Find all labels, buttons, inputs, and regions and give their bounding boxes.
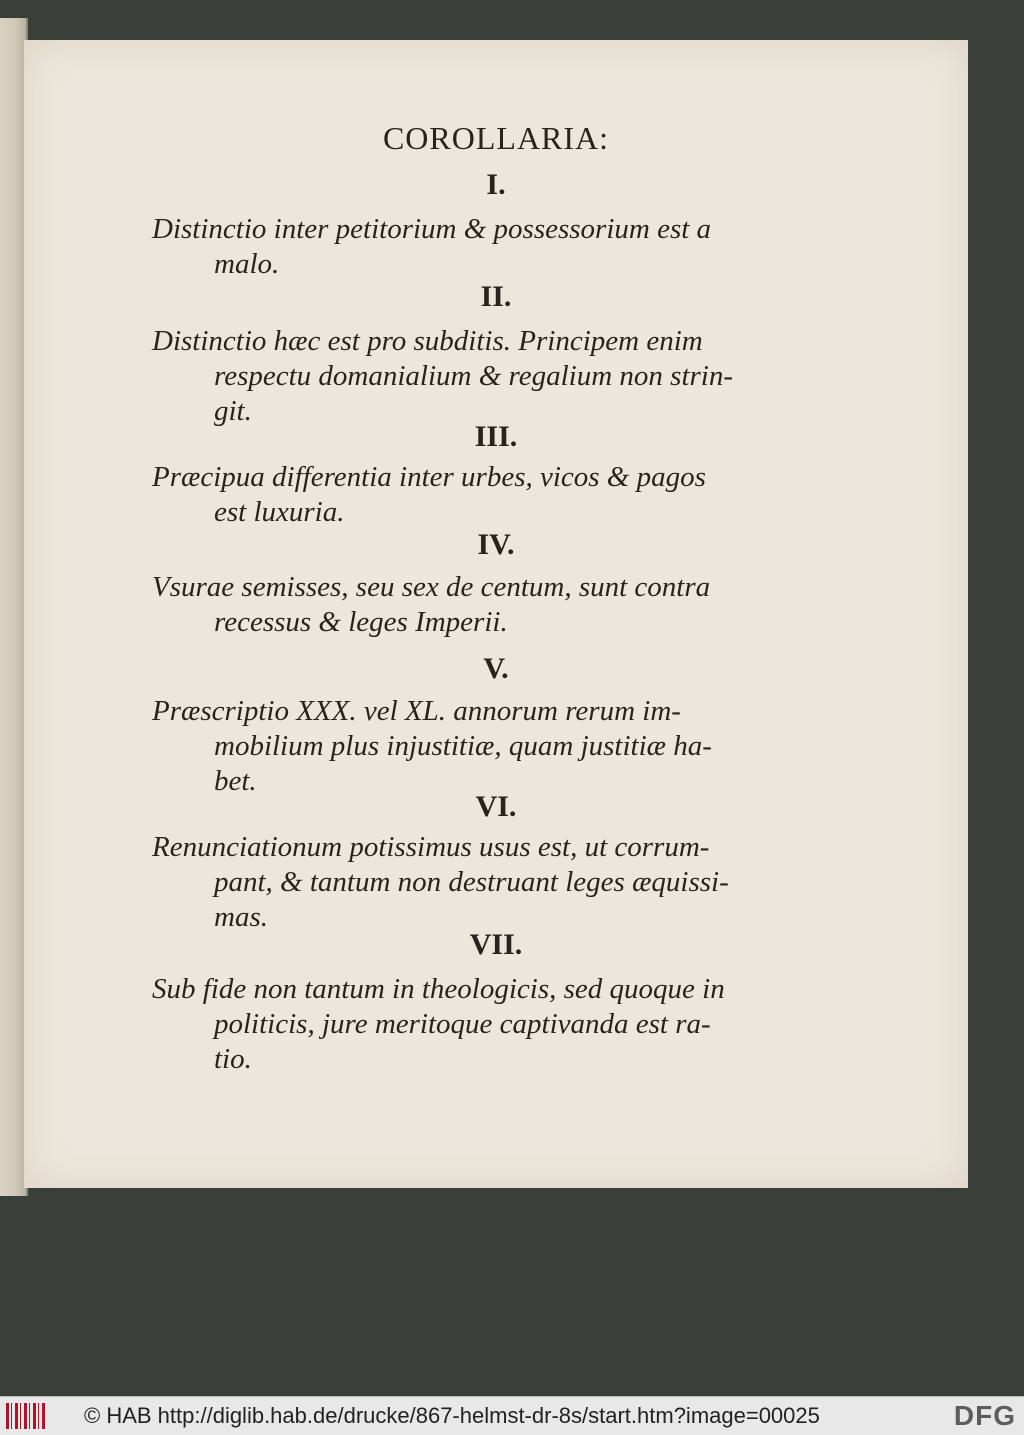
footer-bar <box>0 1396 1024 1435</box>
copyright-link[interactable]: © HAB http://diglib.hab.de/drucke/867-helmst-dr-8s/start.htm?image=00025 <box>84 1403 820 1428</box>
text-line: bet. <box>214 765 257 797</box>
barcode-icon <box>6 1403 46 1429</box>
corollary-text <box>152 324 822 429</box>
item-numeral: VI. <box>475 790 517 823</box>
corollary-text <box>152 694 822 799</box>
item-numeral: V. <box>483 652 509 685</box>
text-line: git. <box>214 395 252 427</box>
text-line: Vsurae semisses, seu sex de centum, sunt contra <box>152 571 711 603</box>
text-line: Renunciationum potissimus usus est, ut corrum- <box>152 831 710 863</box>
text-line: tio. <box>214 1043 252 1075</box>
text-line: est luxuria. <box>214 496 345 528</box>
corollary-text <box>152 972 822 1077</box>
text-line: Distinctio hæc est pro subditis. Principem enim <box>152 325 703 357</box>
text-line: mobilium plus injustitiæ, quam justitiæ ha- <box>214 730 712 762</box>
text-line: Præscriptio XXX. vel XL. annorum rerum im- <box>152 695 681 727</box>
text-line: Sub fide non tantum in theologicis, sed quoque in <box>152 973 725 1005</box>
item-numeral: III. <box>474 420 518 453</box>
page-title: COROLLARIA: <box>382 120 610 156</box>
corollary-text <box>152 570 822 640</box>
text-line: recessus & leges Imperii. <box>214 606 508 638</box>
page-content <box>24 40 968 1188</box>
item-numeral: VII. <box>469 928 523 961</box>
book-page <box>24 40 968 1188</box>
text-line: Præcipua differentia inter urbes, vicos & pagos <box>152 461 706 493</box>
text-line: respectu domanialium & regalium non strin- <box>214 360 734 392</box>
text-line: mas. <box>214 901 268 933</box>
item-numeral: IV. <box>477 528 515 561</box>
corollary-text <box>152 460 822 530</box>
corollary-text <box>152 830 822 935</box>
text-line: Distinctio inter petitorium & possessorium est a <box>152 213 712 245</box>
text-line: malo. <box>214 248 280 280</box>
dfg-logo: DFG <box>953 1400 1016 1431</box>
text-line: pant, & tantum non destruant leges æquissi- <box>214 866 729 898</box>
item-numeral: II. <box>480 280 512 313</box>
item-numeral: I. <box>486 168 506 201</box>
text-line: politicis, jure meritoque captivanda est ra- <box>214 1008 711 1040</box>
corollary-text <box>152 212 822 282</box>
